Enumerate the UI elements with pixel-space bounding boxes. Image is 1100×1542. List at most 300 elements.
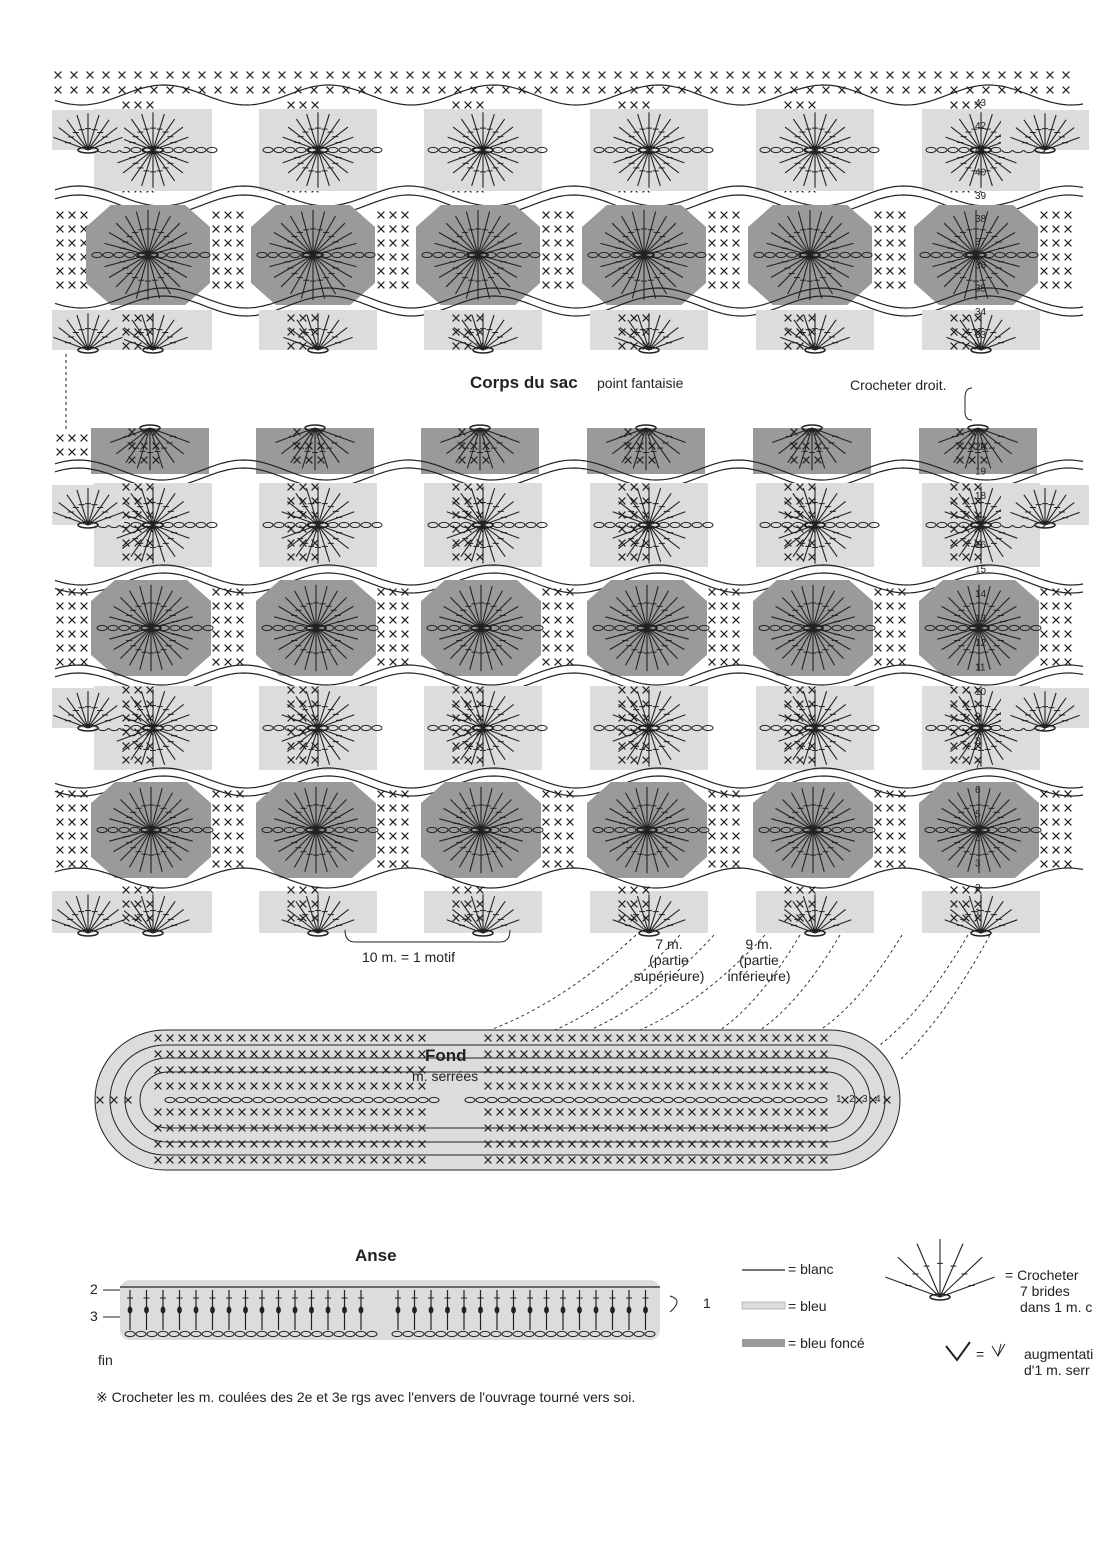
sc-stitch bbox=[543, 617, 550, 624]
lower-part-line-2: (partie bbox=[739, 952, 779, 969]
sc-stitch bbox=[183, 72, 190, 79]
sc-stitch bbox=[903, 72, 910, 79]
sc-stitch bbox=[390, 282, 397, 289]
sc-stitch bbox=[1053, 805, 1060, 812]
sc-stitch bbox=[733, 212, 740, 219]
sc-stitch bbox=[151, 87, 158, 94]
slip-stitch bbox=[528, 1306, 533, 1313]
sc-stitch bbox=[899, 659, 906, 666]
row-number: 13 bbox=[975, 613, 987, 625]
brace bbox=[965, 388, 972, 420]
sc-stitch bbox=[709, 240, 716, 247]
sc-stitch bbox=[721, 617, 728, 624]
sc-stitch bbox=[225, 847, 232, 854]
sc-stitch bbox=[555, 603, 562, 610]
sc-stitch bbox=[733, 833, 740, 840]
sc-stitch bbox=[390, 861, 397, 868]
sc-stitch bbox=[899, 589, 906, 596]
sc-stitch bbox=[231, 72, 238, 79]
sc-stitch bbox=[103, 87, 110, 94]
sc-stitch bbox=[402, 603, 409, 610]
sc-stitch bbox=[423, 72, 430, 79]
sc-stitch bbox=[237, 833, 244, 840]
sc-stitch bbox=[1047, 72, 1054, 79]
handle-row-1: 1 bbox=[703, 1295, 711, 1311]
sc-stitch bbox=[225, 282, 232, 289]
sc-stitch bbox=[378, 254, 385, 261]
sc-stitch bbox=[1065, 631, 1072, 638]
sc-stitch bbox=[213, 212, 220, 219]
sc-stitch bbox=[899, 268, 906, 275]
slip-stitch bbox=[478, 1306, 483, 1313]
sc-stitch bbox=[599, 87, 606, 94]
sc-stitch bbox=[375, 87, 382, 94]
sc-stitch bbox=[225, 589, 232, 596]
sc-stitch bbox=[213, 659, 220, 666]
sc-stitch bbox=[378, 659, 385, 666]
sc-stitch bbox=[69, 819, 76, 826]
sc-stitch bbox=[555, 659, 562, 666]
sc-stitch bbox=[237, 631, 244, 638]
sc-stitch bbox=[999, 72, 1006, 79]
sc-stitch bbox=[390, 847, 397, 854]
sc-stitch bbox=[69, 226, 76, 233]
sc-stitch bbox=[1041, 645, 1048, 652]
sc-stitch bbox=[390, 617, 397, 624]
legend-fan-line-2: 7 brides bbox=[1020, 1283, 1070, 1300]
sc-stitch bbox=[875, 254, 882, 261]
sc-stitch bbox=[237, 847, 244, 854]
sc-stitch bbox=[1065, 212, 1072, 219]
sc-stitch bbox=[733, 847, 740, 854]
sc-stitch bbox=[887, 833, 894, 840]
slip-stitch bbox=[577, 1306, 582, 1313]
sc-stitch bbox=[875, 268, 882, 275]
sc-stitch bbox=[69, 254, 76, 261]
sc-stitch bbox=[871, 87, 878, 94]
sc-stitch bbox=[519, 72, 526, 79]
sc-stitch bbox=[57, 435, 64, 442]
sc-stitch bbox=[57, 240, 64, 247]
sc-stitch bbox=[81, 861, 88, 868]
sc-stitch bbox=[1041, 282, 1048, 289]
sc-stitch bbox=[875, 240, 882, 247]
sc-stitch bbox=[899, 617, 906, 624]
sc-stitch bbox=[1041, 603, 1048, 610]
upper-part-line-1: 7 m. bbox=[655, 936, 683, 952]
sc-stitch bbox=[87, 72, 94, 79]
sc-stitch bbox=[775, 72, 782, 79]
sc-stitch bbox=[1041, 617, 1048, 624]
base-round-number: 1 bbox=[836, 1094, 842, 1105]
sc-stitch bbox=[390, 805, 397, 812]
sc-stitch bbox=[583, 72, 590, 79]
row-number: 39 bbox=[975, 190, 987, 202]
increase-symbol bbox=[946, 1342, 970, 1360]
sc-stitch bbox=[378, 603, 385, 610]
sc-stitch bbox=[1053, 268, 1060, 275]
sc-stitch bbox=[1053, 240, 1060, 247]
sc-stitch bbox=[887, 268, 894, 275]
sc-stitch bbox=[81, 805, 88, 812]
dc-stitch bbox=[917, 1244, 940, 1297]
slip-stitch bbox=[161, 1306, 166, 1313]
sc-stitch bbox=[733, 603, 740, 610]
sc-stitch bbox=[543, 212, 550, 219]
sc-stitch bbox=[951, 102, 958, 109]
sc-stitch bbox=[225, 603, 232, 610]
sc-stitch bbox=[887, 805, 894, 812]
slip-stitch bbox=[396, 1306, 401, 1313]
sc-stitch bbox=[935, 72, 942, 79]
sc-stitch bbox=[237, 659, 244, 666]
sc-stitch bbox=[312, 102, 319, 109]
sc-stitch bbox=[1041, 212, 1048, 219]
sc-stitch bbox=[225, 226, 232, 233]
sc-stitch bbox=[57, 449, 64, 456]
sc-stitch bbox=[237, 240, 244, 247]
slip-stitch bbox=[243, 1306, 248, 1313]
sc-stitch bbox=[1065, 833, 1072, 840]
sc-stitch bbox=[543, 819, 550, 826]
sc-stitch bbox=[1065, 819, 1072, 826]
sc-stitch bbox=[899, 282, 906, 289]
sc-stitch bbox=[567, 617, 574, 624]
sc-stitch bbox=[983, 72, 990, 79]
row-number: 17 bbox=[975, 515, 987, 527]
sc-stitch bbox=[327, 87, 334, 94]
sc-stitch bbox=[711, 72, 718, 79]
body-chart-lower bbox=[52, 425, 1089, 942]
sc-stitch bbox=[288, 102, 295, 109]
sc-stitch bbox=[643, 102, 650, 109]
legend-darkblue-swatch bbox=[742, 1339, 785, 1347]
sc-stitch bbox=[57, 212, 64, 219]
sc-stitch bbox=[759, 87, 766, 94]
sc-stitch bbox=[555, 212, 562, 219]
sc-stitch bbox=[733, 240, 740, 247]
sc-stitch bbox=[402, 212, 409, 219]
sc-stitch bbox=[69, 282, 76, 289]
sc-stitch bbox=[402, 833, 409, 840]
sc-stitch bbox=[899, 631, 906, 638]
sc-stitch bbox=[402, 791, 409, 798]
sc-stitch bbox=[87, 87, 94, 94]
connector-line bbox=[900, 935, 990, 1060]
sc-stitch bbox=[390, 226, 397, 233]
sc-stitch bbox=[919, 72, 926, 79]
legend-darkblue-text: = bleu foncé bbox=[788, 1335, 865, 1351]
sc-stitch bbox=[1053, 833, 1060, 840]
sc-stitch bbox=[615, 72, 622, 79]
sc-stitch bbox=[709, 254, 716, 261]
sc-stitch bbox=[709, 847, 716, 854]
sc-stitch bbox=[967, 72, 974, 79]
sc-stitch bbox=[215, 72, 222, 79]
sc-stitch bbox=[555, 645, 562, 652]
legend-fan-text bbox=[1005, 1267, 1092, 1315]
sc-stitch bbox=[543, 847, 550, 854]
sc-stitch bbox=[887, 603, 894, 610]
sc-stitch bbox=[69, 847, 76, 854]
sc-stitch bbox=[721, 282, 728, 289]
sc-stitch bbox=[69, 805, 76, 812]
sc-stitch bbox=[237, 212, 244, 219]
sc-stitch bbox=[555, 805, 562, 812]
sc-stitch bbox=[823, 72, 830, 79]
sc-stitch bbox=[797, 102, 804, 109]
sc-stitch bbox=[378, 805, 385, 812]
sc-stitch bbox=[213, 645, 220, 652]
sc-stitch bbox=[1053, 603, 1060, 610]
connector-line bbox=[820, 935, 902, 1030]
sc-stitch bbox=[402, 861, 409, 868]
sc-stitch bbox=[733, 226, 740, 233]
sc-stitch bbox=[567, 240, 574, 247]
sc-stitch bbox=[899, 212, 906, 219]
sc-stitch bbox=[875, 226, 882, 233]
sc-stitch bbox=[439, 72, 446, 79]
sc-stitch bbox=[477, 102, 484, 109]
slip-stitch bbox=[293, 1306, 298, 1313]
sc-stitch bbox=[875, 847, 882, 854]
handle-chart bbox=[103, 1280, 677, 1340]
sc-stitch bbox=[402, 805, 409, 812]
sc-stitch bbox=[709, 268, 716, 275]
sc-stitch bbox=[875, 791, 882, 798]
sc-stitch bbox=[709, 805, 716, 812]
increase-sc-symbol bbox=[992, 1344, 1005, 1356]
sc-stitch bbox=[567, 87, 574, 94]
sc-stitch bbox=[615, 87, 622, 94]
sc-stitch bbox=[1041, 819, 1048, 826]
row-number: 38 bbox=[975, 214, 987, 225]
sc-stitch bbox=[567, 631, 574, 638]
dc-stitch bbox=[940, 1277, 995, 1297]
sc-stitch bbox=[543, 240, 550, 247]
row-number: 34 bbox=[975, 306, 987, 318]
sc-stitch bbox=[213, 226, 220, 233]
sc-stitch bbox=[543, 603, 550, 610]
sc-stitch bbox=[343, 72, 350, 79]
sc-stitch bbox=[709, 282, 716, 289]
sc-stitch bbox=[378, 212, 385, 219]
legend-blue-swatch bbox=[742, 1302, 785, 1309]
sc-stitch bbox=[899, 819, 906, 826]
sc-stitch bbox=[1065, 645, 1072, 652]
row-number: 8 bbox=[975, 736, 981, 747]
sc-stitch bbox=[402, 268, 409, 275]
sc-stitch bbox=[225, 631, 232, 638]
sc-stitch bbox=[213, 833, 220, 840]
sc-stitch bbox=[167, 72, 174, 79]
sc-stitch bbox=[963, 102, 970, 109]
sc-stitch bbox=[402, 226, 409, 233]
sc-stitch bbox=[695, 87, 702, 94]
sc-stitch bbox=[55, 87, 62, 94]
slip-stitch bbox=[177, 1306, 182, 1313]
lower-part-label bbox=[714, 936, 804, 984]
sc-stitch bbox=[899, 645, 906, 652]
sc-stitch bbox=[69, 791, 76, 798]
sc-stitch bbox=[733, 254, 740, 261]
sc-stitch bbox=[378, 631, 385, 638]
sc-stitch bbox=[887, 226, 894, 233]
sc-stitch bbox=[57, 268, 64, 275]
sc-stitch bbox=[791, 72, 798, 79]
sc-stitch bbox=[231, 87, 238, 94]
sc-stitch bbox=[721, 861, 728, 868]
sc-stitch bbox=[1053, 819, 1060, 826]
sc-stitch bbox=[999, 87, 1006, 94]
sc-stitch bbox=[402, 659, 409, 666]
sc-stitch bbox=[709, 589, 716, 596]
sc-stitch bbox=[119, 87, 126, 94]
sc-stitch bbox=[709, 617, 716, 624]
sc-stitch bbox=[733, 617, 740, 624]
sc-stitch bbox=[899, 833, 906, 840]
slip-stitch bbox=[326, 1306, 331, 1313]
sc-stitch bbox=[263, 72, 270, 79]
sc-stitch bbox=[390, 645, 397, 652]
sc-stitch bbox=[81, 819, 88, 826]
sc-stitch bbox=[555, 819, 562, 826]
sc-stitch bbox=[1041, 861, 1048, 868]
sc-stitch bbox=[1041, 226, 1048, 233]
dc-stitch bbox=[940, 1257, 982, 1297]
sc-stitch bbox=[679, 72, 686, 79]
slip-stitch bbox=[309, 1306, 314, 1313]
sc-stitch bbox=[721, 847, 728, 854]
sc-stitch bbox=[709, 212, 716, 219]
sc-stitch bbox=[213, 631, 220, 638]
sc-stitch bbox=[721, 819, 728, 826]
wave-line bbox=[55, 85, 1083, 105]
sc-stitch bbox=[875, 819, 882, 826]
wave-line bbox=[55, 768, 1083, 788]
sc-stitch bbox=[1065, 617, 1072, 624]
sc-stitch bbox=[1015, 72, 1022, 79]
sc-stitch bbox=[543, 282, 550, 289]
sc-stitch bbox=[1053, 847, 1060, 854]
sc-stitch bbox=[567, 226, 574, 233]
sc-stitch bbox=[903, 87, 910, 94]
row-number: 3 bbox=[975, 858, 981, 870]
sc-stitch bbox=[1053, 659, 1060, 666]
equals-sign: = bbox=[976, 1346, 985, 1362]
sc-stitch bbox=[213, 617, 220, 624]
legend-increase-text bbox=[1024, 1346, 1093, 1378]
sc-stitch bbox=[935, 87, 942, 94]
sc-stitch bbox=[390, 212, 397, 219]
slip-stitch bbox=[511, 1306, 516, 1313]
slip-stitch bbox=[128, 1306, 133, 1313]
sc-stitch bbox=[555, 240, 562, 247]
sc-stitch bbox=[69, 212, 76, 219]
sc-stitch bbox=[71, 87, 78, 94]
sc-stitch bbox=[807, 87, 814, 94]
sc-stitch bbox=[733, 805, 740, 812]
sc-stitch bbox=[875, 861, 882, 868]
sc-stitch bbox=[69, 833, 76, 840]
sc-stitch bbox=[465, 102, 472, 109]
sc-stitch bbox=[555, 847, 562, 854]
sc-stitch bbox=[709, 861, 716, 868]
sc-stitch bbox=[375, 72, 382, 79]
slip-stitch bbox=[594, 1306, 599, 1313]
sc-stitch bbox=[709, 791, 716, 798]
slip-stitch bbox=[429, 1306, 434, 1313]
sc-stitch bbox=[555, 631, 562, 638]
sc-stitch bbox=[555, 268, 562, 275]
upper-part-label bbox=[624, 936, 714, 984]
row-number: 14 bbox=[975, 589, 987, 600]
sc-stitch bbox=[721, 659, 728, 666]
sc-stitch bbox=[887, 240, 894, 247]
handle-title: Anse bbox=[355, 1246, 397, 1265]
sc-stitch bbox=[599, 72, 606, 79]
sc-stitch bbox=[631, 72, 638, 79]
slip-stitch bbox=[610, 1306, 615, 1313]
sc-stitch bbox=[213, 282, 220, 289]
sc-stitch bbox=[875, 212, 882, 219]
sc-stitch bbox=[887, 659, 894, 666]
sc-stitch bbox=[237, 819, 244, 826]
sc-stitch bbox=[899, 603, 906, 610]
sc-stitch bbox=[237, 226, 244, 233]
sc-stitch bbox=[709, 659, 716, 666]
sc-stitch bbox=[733, 659, 740, 666]
sc-stitch bbox=[378, 282, 385, 289]
sc-stitch bbox=[213, 861, 220, 868]
row-number: 37 bbox=[975, 237, 987, 249]
sc-stitch bbox=[875, 617, 882, 624]
sc-stitch bbox=[57, 847, 64, 854]
sc-stitch bbox=[237, 254, 244, 261]
sc-stitch bbox=[1041, 833, 1048, 840]
row-number: 15 bbox=[975, 564, 987, 576]
sc-stitch bbox=[647, 72, 654, 79]
sc-stitch bbox=[57, 805, 64, 812]
sc-stitch bbox=[1053, 617, 1060, 624]
sc-stitch bbox=[1063, 72, 1070, 79]
sc-stitch bbox=[1065, 805, 1072, 812]
sc-stitch bbox=[543, 268, 550, 275]
sc-stitch bbox=[807, 72, 814, 79]
sc-stitch bbox=[1053, 282, 1060, 289]
sc-stitch bbox=[875, 805, 882, 812]
wave-line bbox=[55, 565, 1083, 585]
sc-stitch bbox=[1065, 659, 1072, 666]
row-number: 1 bbox=[975, 907, 981, 919]
sc-stitch bbox=[919, 87, 926, 94]
sc-stitch bbox=[471, 72, 478, 79]
sc-stitch bbox=[237, 603, 244, 610]
legend-symbols bbox=[742, 1239, 1005, 1362]
sc-stitch bbox=[555, 282, 562, 289]
sc-stitch bbox=[899, 240, 906, 247]
connector-line bbox=[490, 935, 636, 1030]
sc-stitch bbox=[567, 268, 574, 275]
sc-stitch bbox=[823, 87, 830, 94]
sc-stitch bbox=[213, 805, 220, 812]
sc-stitch bbox=[543, 645, 550, 652]
sc-stitch bbox=[378, 268, 385, 275]
sc-stitch bbox=[81, 449, 88, 456]
sc-stitch bbox=[213, 589, 220, 596]
sc-stitch bbox=[69, 449, 76, 456]
sc-stitch bbox=[213, 791, 220, 798]
